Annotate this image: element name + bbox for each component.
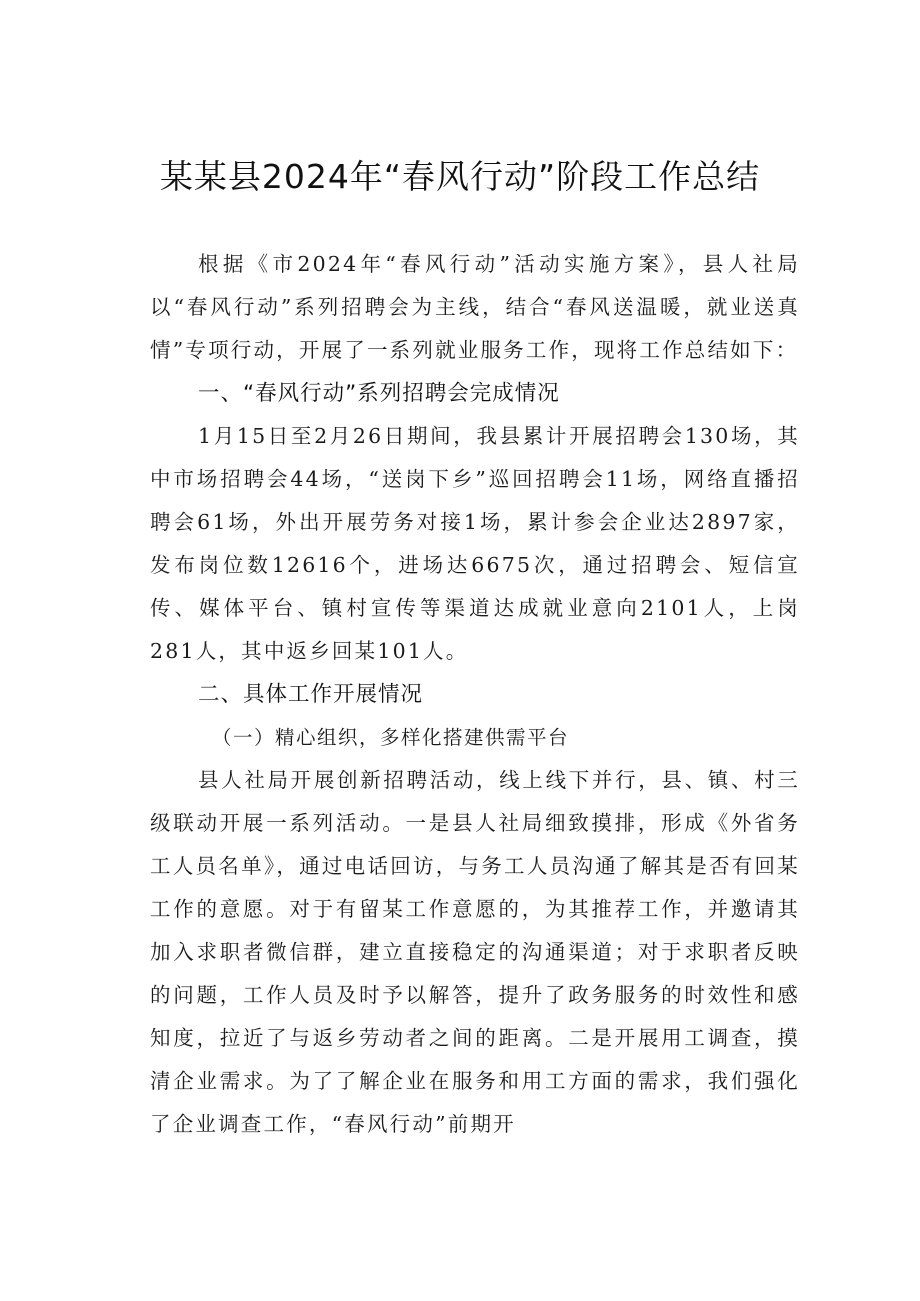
document-title: 某某县2024年“春风行动”阶段工作总结 — [159, 157, 761, 196]
section-2-paragraph: 县人社局开展创新招聘活动，线上线下并行，县、镇、村三级联动开展一系列活动。一是县人社局细致摸排，形成《外省务工人员名单》，通过电话回访，与务工人员沟通了解其是否有回某工作的意愿。对于有留某工作意愿的，为其推荐工作，并邀请其加入求职者微信群，建立直接稳定的沟通渠道；对于求职者反映的问题，工作人员及时予以解答，提升了政务服务的时效性和感知度，拉近了与返乡劳动者之间的距离。二是开展用工调查，摸清企业需求。为了了解企业在服务和用工方面的需求，我们强化了企业调查工作，“春风行动”前期开 — [150, 768, 800, 1136]
section-2-subheading: （一）精心组织，多样化搭建供需平台 — [212, 726, 570, 749]
intro-paragraph: 根据《市2024年“春风行动”活动实施方案》，县人社局以“春风行动”系列招聘会为主线，结合“春风送温暖，就业送真情”专项行动，开展了一系列就业服务工作，现将工作总结如下： — [150, 252, 800, 362]
document-body — [150, 243, 800, 1146]
section-1-heading: 一、“春风行动”系列招聘会完成情况 — [198, 381, 560, 406]
section-1-paragraph: 1月15日至2月26日期间，我县累计开展招聘会130场，其中市场招聘会44场，“送岗下乡”巡回招聘会11场，网络直播招聘会61场，外出开展劳务对接1场，累计参会企业达2897家，发布岗位数12616个，进场达6675次，通过招聘会、短信宣传、媒体平台、镇村宣传等渠道达成就业意向2101人，上岗281人，其中返乡回某101人。 — [150, 424, 800, 663]
section-2-heading: 二、具体工作开展情况 — [198, 682, 424, 707]
